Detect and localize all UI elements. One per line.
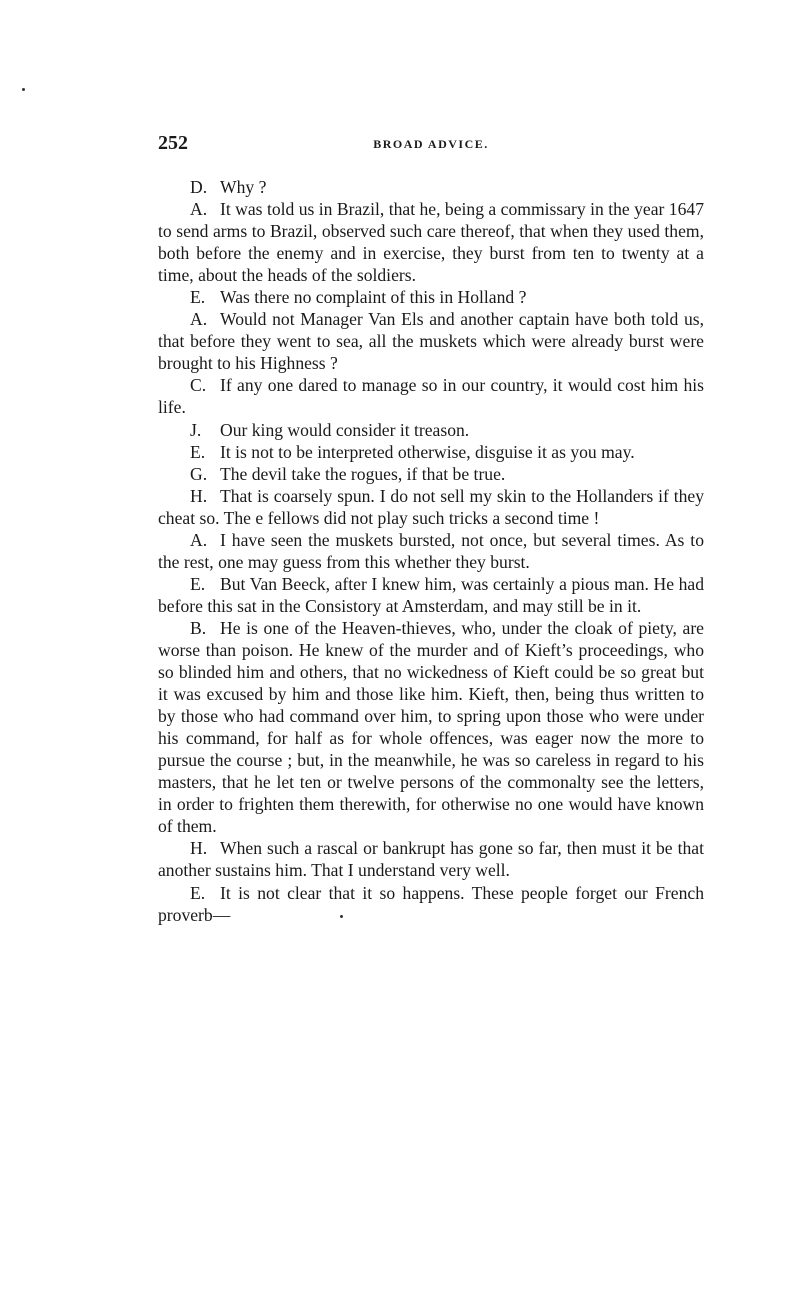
- scan-speck: [22, 88, 25, 91]
- paragraph-text: The devil take the rogues, if that be true.: [220, 463, 506, 484]
- dialogue-paragraph: [158, 529, 704, 573]
- dialogue-paragraph: [158, 837, 704, 881]
- dialogue-paragraph: [158, 198, 704, 286]
- dialogue-paragraph: [158, 176, 704, 198]
- paragraph-text: It was told us in Brazil, that he, being a commissary in the year 1647 to send arms to Brazil, observed such care thereof, that when they used them, both before the enemy and in exercise, they burst from ten to twenty at a time, about the heads of the soldiers.: [158, 199, 704, 286]
- paragraph-text: When such a rascal or bankrupt has gone so far, then must it be that another sustains him. That I understand very well.: [158, 838, 704, 881]
- dialogue-paragraph: [158, 882, 704, 926]
- dialogue-paragraph: [158, 308, 704, 374]
- paragraph-text: I have seen the muskets bursted, not once, but several times. As to the rest, one may guess from this whether they burst.: [158, 529, 704, 572]
- paragraph-text: That is coarsely spun. I do not sell my skin to the Hollanders if they cheat so. The e fellows did not play such tricks a second time !: [158, 485, 704, 528]
- book-page: [158, 132, 704, 926]
- paragraph-text: Would not Manager Van Els and another captain have both told us, that before they went to sea, all the muskets which were already burst were brought to his Highness ?: [158, 309, 704, 374]
- speaker-label: A.: [190, 199, 208, 220]
- speaker-label: A.: [190, 309, 208, 330]
- speaker-label: A.: [190, 529, 208, 550]
- speaker-label: E.: [190, 287, 206, 308]
- page-header: [158, 132, 704, 162]
- paragraph-text: Was there no complaint of this in Holland ?: [220, 287, 527, 308]
- paragraph-text: But Van Beeck, after I knew him, was certainly a pious man. He had before this sat in the Consistory at Amsterdam, and may still be in it.: [158, 573, 704, 616]
- speaker-label: E.: [190, 573, 206, 594]
- speaker-label: E.: [190, 441, 206, 462]
- dialogue-paragraph: [158, 419, 704, 441]
- page-number: 252: [158, 132, 188, 154]
- dialogue-paragraph: [158, 374, 704, 418]
- paragraph-text: Why ?: [220, 177, 267, 197]
- dialogue-paragraph: [158, 441, 704, 463]
- speaker-label: G.: [190, 463, 208, 484]
- speaker-label: C.: [190, 375, 207, 396]
- speaker-label: B.: [190, 617, 207, 638]
- dialogue-paragraph: [158, 485, 704, 529]
- page-body: [158, 176, 704, 926]
- dialogue-paragraph: [158, 617, 704, 837]
- paragraph-text: If any one dared to manage so in our country, it would cost him his life.: [158, 375, 704, 418]
- speaker-label: D.: [190, 177, 208, 197]
- dialogue-paragraph: [158, 463, 704, 485]
- speaker-label: H.: [190, 485, 208, 506]
- paragraph-text: It is not clear that it so happens. These people forget our French proverb—: [158, 882, 704, 925]
- dialogue-paragraph: [158, 573, 704, 617]
- scan-speck: [340, 915, 343, 918]
- dialogue-paragraph: [158, 286, 704, 308]
- paragraph-text: He is one of the Heaven-thieves, who, under the cloak of piety, are worse than poison. He knew of the murder and of Kieft’s proceedings, who so blinded him and others, that no wickedness of Kieft could be so great but it was excused by him and those like him. Kieft, then, being thus written to by those who had command over him, to spring upon those who were under his command, for half as for whole offences, was eager now the more to pursue the course ; but, in the meanwhile, he was so careless in regard to his masters, that he let ten or twelve persons of the commonalty see the letters, in order to frighten them therewith, for otherwise no one would have known of them.: [158, 617, 704, 837]
- speaker-label: E.: [190, 882, 206, 903]
- paragraph-text: Our king would consider it treason.: [220, 419, 470, 440]
- speaker-label: J.: [190, 419, 202, 440]
- paragraph-text: It is not to be interpreted otherwise, disguise it as you may.: [220, 441, 635, 462]
- speaker-label: H.: [190, 838, 208, 859]
- running-title: BROAD ADVICE.: [373, 137, 489, 151]
